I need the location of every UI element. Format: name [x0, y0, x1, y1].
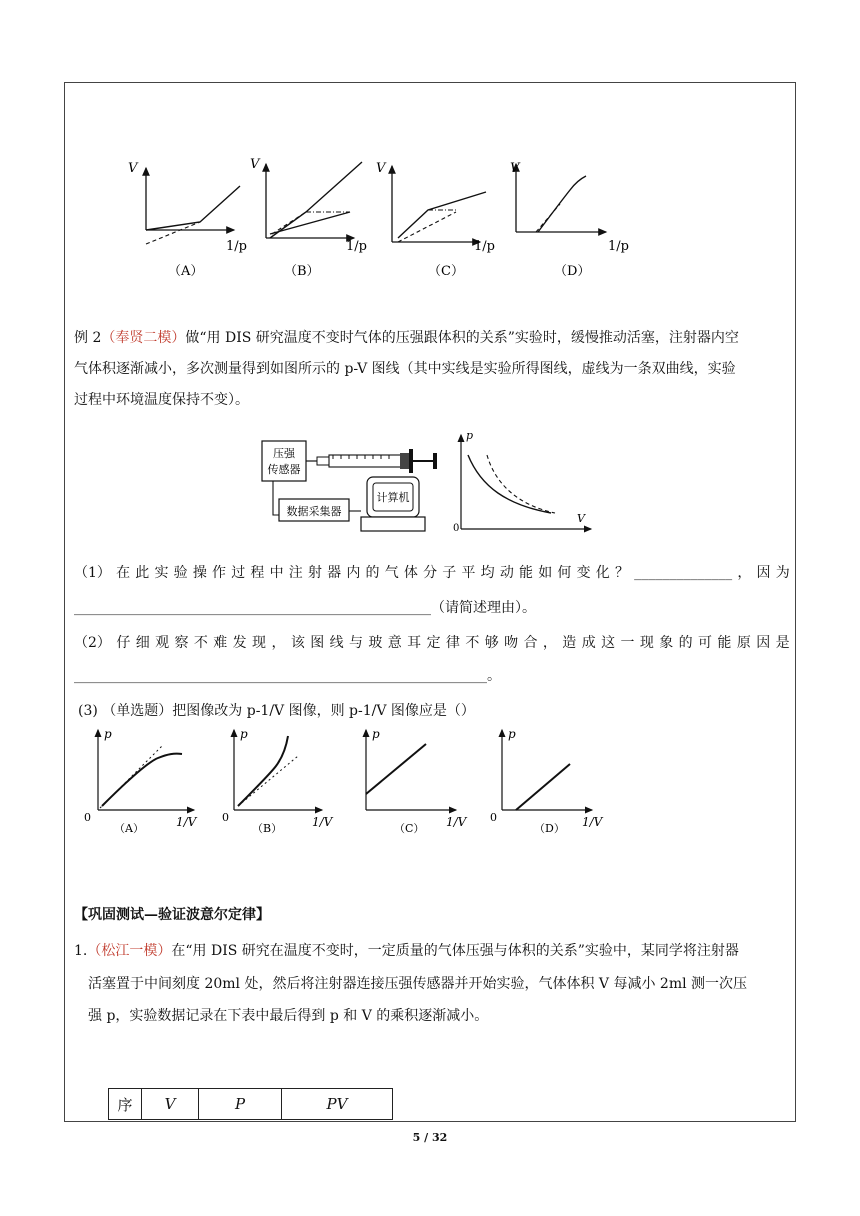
- top-graph-c-ylabel: V: [376, 161, 386, 176]
- q1-token: 为: [775, 565, 790, 581]
- pv-graph-ylabel: p: [466, 429, 474, 442]
- q3-graph-c-ylabel: p: [372, 727, 380, 741]
- q2-token: 是: [775, 635, 790, 651]
- example2-line2: 气体积逐渐减小，多次测量得到如图所示的 p-V 图线（其中实线是实验所得图线，虚线为一条双曲线，实验: [74, 361, 736, 377]
- top-graph-c: [376, 161, 495, 279]
- q1-token: 射: [307, 565, 322, 581]
- question2-line2[interactable]: ___________________________________________________________。: [74, 668, 501, 684]
- top-graph-b: [250, 157, 367, 279]
- q1-token: 程: [250, 565, 265, 581]
- q2-token: 图: [310, 635, 325, 651]
- q3-graph-a-origin: 0: [84, 811, 91, 824]
- table-header-p: P: [199, 1089, 282, 1120]
- q3-graph-b-ylabel: p: [240, 727, 248, 741]
- q1-token: 能: [519, 565, 534, 581]
- q1-token: 实: [154, 565, 169, 581]
- sensor-label-2: 传感器: [267, 463, 301, 476]
- q1-token: 如: [538, 565, 553, 581]
- table-header-v: V: [142, 1089, 199, 1120]
- q1-token: 注: [288, 565, 303, 581]
- pressure-sensor: [262, 441, 306, 481]
- q1-token: 变: [576, 565, 591, 581]
- q1-token: 操: [192, 565, 207, 581]
- q3-graph-c-caption: （C）: [394, 822, 425, 835]
- question2-line1: [74, 633, 790, 653]
- q3-graph-d-xlabel: 1/V: [582, 815, 603, 829]
- syringe: [306, 449, 437, 473]
- q2-token: 该: [290, 635, 305, 651]
- example2-line1-text: 做“用 DIS 研究温度不变时气体的压强跟体积的关系”实验时，缓慢推动活塞，注射器内空: [185, 330, 739, 346]
- top-graph-b-ylabel: V: [250, 157, 260, 172]
- page-number: 5 / 32: [412, 1131, 448, 1144]
- pv-graph: [453, 429, 591, 534]
- q3-graphs: [78, 726, 618, 838]
- pv-graph-origin: 0: [453, 523, 460, 534]
- top-graphs: [110, 150, 640, 290]
- q2-token: 发: [232, 635, 247, 651]
- sensor-cable: [273, 481, 279, 515]
- q2-token: 这: [601, 635, 616, 651]
- top-graph-d: [510, 161, 629, 279]
- q1-token: 因: [756, 565, 771, 581]
- computer-label: 计算机: [376, 491, 410, 504]
- q3-graph-b: [222, 727, 334, 835]
- top-graph-d-xlabel: 1/p: [608, 239, 629, 254]
- q2-token: 细: [135, 635, 150, 651]
- q3-graph-d-origin: 0: [490, 811, 497, 824]
- q2-token: 律: [445, 635, 460, 651]
- q2-token: ，: [542, 635, 557, 651]
- q3-graph-c-xlabel: 1/V: [446, 815, 467, 829]
- q2-token: 现: [639, 635, 654, 651]
- q2-token: 象: [659, 635, 674, 651]
- top-graph-a-xlabel: 1/p: [226, 239, 247, 254]
- q1-token: 平: [461, 565, 476, 581]
- q2-token: 线: [329, 635, 344, 651]
- computer: [361, 477, 425, 531]
- apparatus-figure: [255, 425, 595, 540]
- q2-token: 玻: [368, 635, 383, 651]
- q1-token: 器: [327, 565, 342, 581]
- q3-graph-b-origin: 0: [222, 811, 229, 824]
- top-graph-d-ylabel: V: [510, 161, 520, 176]
- q2-token: （2）: [74, 635, 111, 651]
- q2-token: 可: [698, 635, 713, 651]
- q3-graph-a-caption: （A）: [114, 822, 144, 835]
- table-header-row: [109, 1089, 393, 1120]
- q1-token: 体: [403, 565, 418, 581]
- q2-token: 成: [581, 635, 596, 651]
- sensor-label-1: 压强: [273, 447, 295, 460]
- q1-token: 内: [346, 565, 361, 581]
- q1-token: 何: [557, 565, 572, 581]
- q2-token: 耳: [407, 635, 422, 651]
- q3-graph-d-ylabel: p: [508, 727, 516, 741]
- q2-token: ，: [271, 635, 286, 651]
- problem1-source: （松江一模）: [87, 943, 172, 959]
- q1-token: ？: [614, 565, 629, 581]
- example2-line1: [74, 328, 739, 348]
- q2-token: 一: [620, 635, 635, 651]
- top-graph-c-xlabel: 1/p: [474, 239, 495, 254]
- top-graph-d-caption: （D）: [554, 264, 591, 279]
- q1-token: 子: [442, 565, 457, 581]
- collector-label: 数据采集器: [286, 505, 342, 518]
- question1-line1: [74, 563, 790, 583]
- q2-token: 造: [562, 635, 577, 651]
- top-graph-b-xlabel: 1/p: [346, 239, 367, 254]
- q2-token: 意: [387, 635, 402, 651]
- top-graph-a-caption: （A）: [168, 264, 204, 279]
- pv-graph-xlabel: V: [577, 512, 585, 525]
- q3-graph-b-xlabel: 1/V: [312, 815, 333, 829]
- q3-graph-a-xlabel: 1/V: [176, 815, 197, 829]
- q1-token: 在: [116, 565, 131, 581]
- q3-graph-d-caption: （D）: [534, 822, 565, 835]
- data-collector: [279, 499, 349, 521]
- q1-token: 此: [135, 565, 150, 581]
- q1-answer-blank[interactable]: ______________: [634, 565, 733, 581]
- q2-token: 的: [678, 635, 693, 651]
- q2-token: 不: [465, 635, 480, 651]
- q1-token: ，: [737, 565, 752, 581]
- top-graph-a: [128, 161, 247, 279]
- q2-token: 能: [717, 635, 732, 651]
- question1-line2[interactable]: ___________________________________________________（请简述理由）。: [74, 600, 536, 616]
- q2-token: 因: [756, 635, 771, 651]
- q2-token: 观: [155, 635, 170, 651]
- top-graph-b-caption: （B）: [284, 264, 320, 279]
- question3-text: (3) （单选题）把图像改为 p-1/V 图像，则 p-1/V 图像应是（）: [78, 703, 475, 719]
- q2-token: 与: [349, 635, 363, 651]
- q2-token: 不: [193, 635, 208, 651]
- q1-token: 均: [480, 565, 495, 581]
- q2-token: 定: [426, 635, 441, 651]
- q1-token: 验: [173, 565, 188, 581]
- table-header-index: 序: [109, 1089, 142, 1120]
- example2-prefix: 例 2: [74, 330, 102, 346]
- q1-token: 分: [423, 565, 438, 581]
- problem1-number: 1.: [74, 943, 88, 959]
- q1-token: （1）: [74, 565, 111, 581]
- q1-token: 的: [365, 565, 380, 581]
- problem1-line1-text: 在“用 DIS 研究在温度不变时，一定质量的气体压强与体积的关系”实验中，某同学将注射器: [171, 943, 739, 959]
- top-graph-c-caption: （C）: [428, 264, 464, 279]
- q2-token: 察: [174, 635, 189, 651]
- q3-graph-c: [366, 727, 468, 835]
- q1-token: 化: [595, 565, 610, 581]
- problem1-line3: 强 p，实验数据记录在下表中最后得到 p 和 V 的乘积逐渐减小。: [88, 1008, 489, 1024]
- example2-source: （奉贤二模）: [101, 330, 186, 346]
- section-title: 【巩固测试—验证波意尔定律】: [74, 907, 270, 923]
- q1-token: 动: [499, 565, 514, 581]
- q1-token: 作: [212, 565, 227, 581]
- top-graph-a-ylabel: V: [128, 161, 138, 176]
- data-table: [108, 1088, 393, 1120]
- q2-token: 仔: [116, 635, 131, 651]
- q3-graph-b-caption: （B）: [252, 822, 283, 835]
- problem1-line1: [74, 941, 739, 961]
- q2-token: 难: [213, 635, 228, 651]
- q2-token: 合: [523, 635, 538, 651]
- q2-token: 吻: [504, 635, 519, 651]
- q3-graph-a: [84, 727, 198, 835]
- q1-token: 中: [269, 565, 284, 581]
- q2-token: 原: [736, 635, 751, 651]
- q3-graph-a-ylabel: p: [104, 727, 112, 741]
- q2-token: 现: [252, 635, 267, 651]
- q2-token: 够: [484, 635, 499, 651]
- example2-line3: 过程中环境温度保持不变）。: [74, 392, 249, 408]
- q1-token: 气: [384, 565, 399, 581]
- q1-token: 过: [231, 565, 246, 581]
- problem1-line2: 活塞置于中间刻度 20ml 处，然后将注射器连接压强传感器并开始实验，气体体积 V 每减小 2ml 测一次压: [88, 976, 748, 992]
- q3-graph-d: [490, 727, 604, 835]
- table-header-pv: PV: [282, 1089, 393, 1120]
